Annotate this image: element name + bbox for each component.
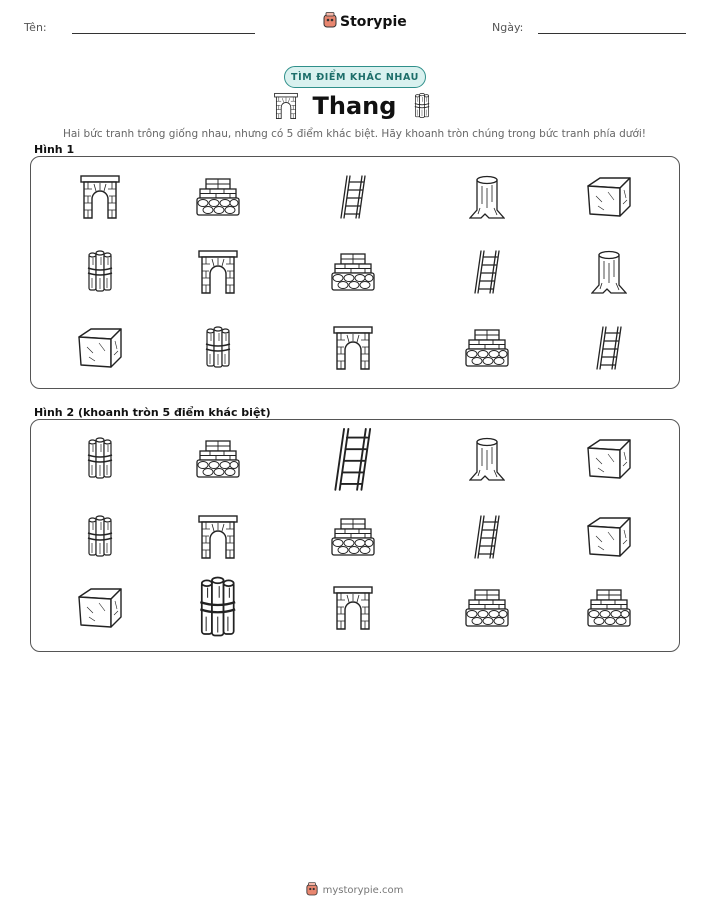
instructions: Hai bức tranh trông giống nhau, nhưng có 5 điểm khác biệt. Hãy khoanh tròn chúng trong bức tranh phía dưới! bbox=[62, 128, 647, 140]
arch-icon[interactable] bbox=[80, 175, 120, 219]
stone-wall-icon[interactable] bbox=[196, 178, 240, 216]
stone-wall-icon[interactable] bbox=[587, 589, 631, 627]
log-bundle-icon[interactable] bbox=[203, 326, 233, 370]
stone-wall-icon[interactable] bbox=[196, 440, 240, 478]
name-line[interactable] bbox=[72, 33, 255, 34]
arch-icon[interactable] bbox=[198, 515, 238, 559]
log-bundle-icon[interactable] bbox=[196, 576, 240, 640]
stone-block-icon[interactable] bbox=[586, 438, 632, 480]
picture2-label: Hình 2 (khoanh tròn 5 điểm khác biệt) bbox=[34, 406, 271, 419]
tree-stump-icon[interactable] bbox=[469, 436, 505, 482]
footer bbox=[0, 882, 709, 899]
ladder-icon[interactable] bbox=[472, 514, 502, 560]
picture1-label: Hình 1 bbox=[34, 143, 75, 156]
ladder-icon[interactable] bbox=[331, 426, 375, 493]
footer-url[interactable]: mystorypie.com bbox=[322, 885, 404, 896]
log-bundle-icon[interactable] bbox=[85, 515, 115, 559]
storypie-mascot-icon bbox=[323, 12, 337, 32]
stone-wall-icon[interactable] bbox=[465, 329, 509, 367]
stone-wall-icon[interactable] bbox=[465, 589, 509, 627]
ladder-icon[interactable] bbox=[594, 325, 624, 371]
arch-icon[interactable] bbox=[333, 326, 373, 370]
stone-block-icon[interactable] bbox=[586, 516, 632, 558]
name-label: Tên: bbox=[24, 21, 47, 34]
stone-wall-icon[interactable] bbox=[331, 253, 375, 291]
ladder-icon[interactable] bbox=[472, 249, 502, 295]
arch-icon[interactable] bbox=[333, 586, 373, 630]
log-bundle-icon[interactable] bbox=[85, 437, 115, 481]
stone-wall-icon[interactable] bbox=[331, 518, 375, 556]
tree-stump-icon[interactable] bbox=[469, 174, 505, 220]
activity-badge: TÌM ĐIỂM KHÁC NHAU bbox=[284, 66, 426, 88]
stone-block-icon[interactable] bbox=[77, 327, 123, 369]
logo-text: Storypie bbox=[340, 14, 407, 30]
storypie-mascot-icon bbox=[306, 882, 318, 899]
ladder-icon[interactable] bbox=[338, 174, 368, 220]
title-log-bundle-icon bbox=[413, 92, 431, 120]
page-title: Thang bbox=[312, 92, 397, 120]
date-line[interactable] bbox=[538, 33, 686, 34]
stone-block-icon[interactable] bbox=[586, 176, 632, 218]
tree-stump-icon[interactable] bbox=[591, 249, 627, 295]
stone-block-icon[interactable] bbox=[77, 587, 123, 629]
log-bundle-icon[interactable] bbox=[85, 250, 115, 294]
arch-icon[interactable] bbox=[198, 250, 238, 294]
date-label: Ngày: bbox=[492, 21, 524, 34]
logo bbox=[323, 12, 407, 32]
